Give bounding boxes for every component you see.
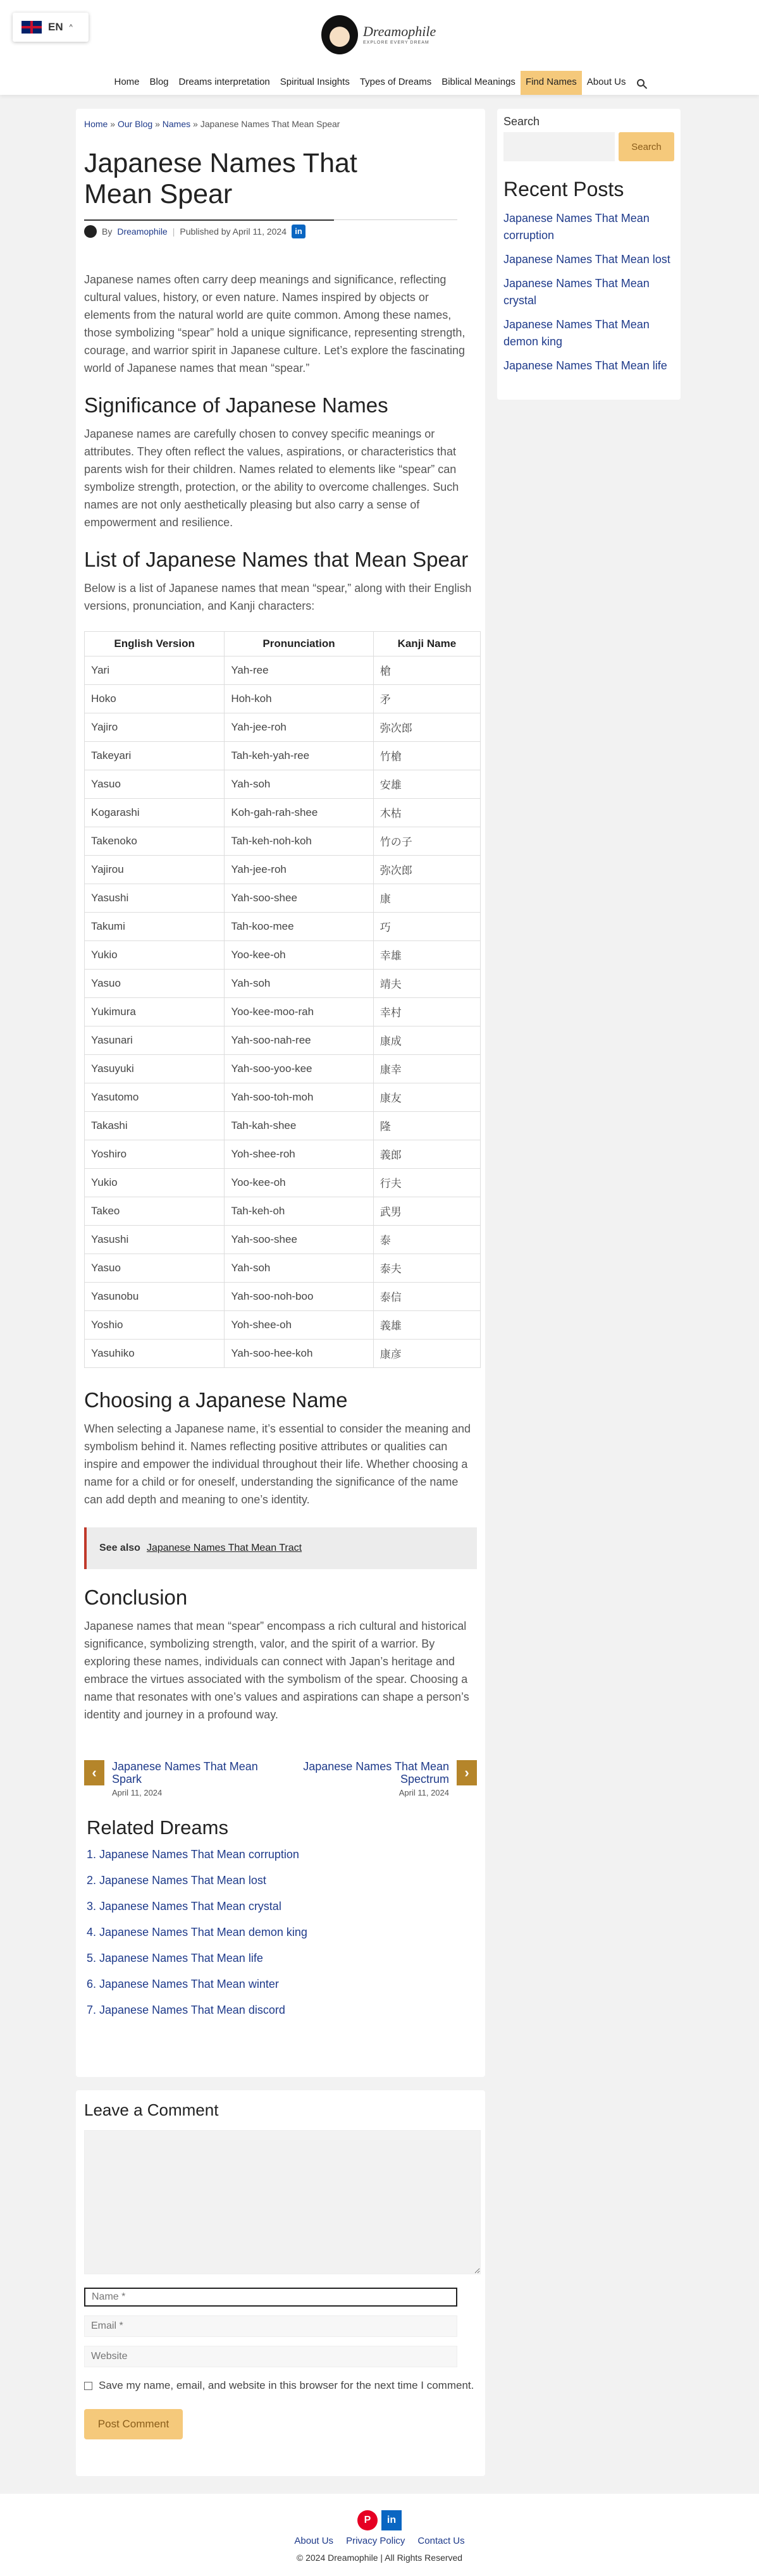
table-cell: Yah-soo-noh-boo: [225, 1282, 373, 1310]
heading-list: List of Japanese Names that Mean Spear: [84, 547, 469, 571]
table-row: [85, 855, 481, 884]
recent-post-link[interactable]: Japanese Names That Mean lost: [503, 253, 670, 266]
table-cell: Yasunari: [85, 1026, 225, 1054]
breadcrumb-current: Japanese Names That Mean Spear: [200, 119, 340, 129]
main-nav: [0, 71, 759, 95]
logo-mark: [321, 15, 358, 54]
language-switcher[interactable]: [13, 13, 89, 42]
nav-find-names[interactable]: Find Names: [521, 71, 582, 95]
chevron-right-icon[interactable]: ›: [457, 1760, 477, 1785]
search-input[interactable]: [503, 132, 615, 161]
pinterest-icon[interactable]: P: [357, 2510, 378, 2530]
table-cell: 竹槍: [373, 741, 480, 770]
article-container: [76, 109, 485, 2077]
table-cell: 義雄: [373, 1310, 480, 1339]
table-cell: Yah-jee-roh: [225, 855, 373, 884]
table-row: [85, 1111, 481, 1140]
table-row: [85, 1310, 481, 1339]
table-cell: Yah-soo-yoo-kee: [225, 1054, 373, 1083]
table-row: [85, 912, 481, 940]
table-cell: 木枯: [373, 798, 480, 827]
table-body: [85, 656, 481, 1367]
table-row: [85, 1140, 481, 1168]
table-cell: 泰: [373, 1225, 480, 1254]
table-cell: Yah-soh: [225, 1254, 373, 1282]
table-header-row: [85, 631, 481, 656]
table-cell: 靖夫: [373, 969, 480, 997]
related-dreams-title: Related Dreams: [87, 1816, 228, 1839]
conclusion-paragraph: Japanese names that mean “spear” encompass a rich cultural and historical significance, symbolizing strength, valor, and the spirit of a warrior. By exploring these names, individuals can connect with Japan’s heritage and embrace the virtues associated with the symbolism of the spear. Choosing a name that resonates with one’s values and aspirations can shape a person’s identity and journey in a profound way.: [84, 1619, 469, 1721]
table-cell: 槍: [373, 656, 480, 684]
table-row: [85, 940, 481, 969]
cookie-consent: [84, 2377, 477, 2394]
table-cell: 康彦: [373, 1339, 480, 1367]
breadcrumb-blog[interactable]: Our Blog: [117, 119, 153, 129]
table-cell: 巧: [373, 912, 480, 940]
breadcrumb-separator: »: [110, 119, 116, 129]
nav-home[interactable]: Home: [114, 77, 140, 87]
related-item[interactable]: 1. Japanese Names That Mean corruption: [87, 1847, 299, 1861]
table-row: [85, 656, 481, 684]
site-footer: [0, 2494, 759, 2576]
logo-name: Dreamophile: [363, 23, 436, 39]
table-cell: 武男: [373, 1197, 480, 1225]
page-title: Japanese Names That Mean Spear: [84, 148, 357, 210]
table-cell: Yah-soo-shee: [225, 1225, 373, 1254]
table-cell: Yasutomo: [85, 1083, 225, 1111]
heading-significance: Significance of Japanese Names: [84, 393, 388, 417]
search-icon: [637, 79, 645, 87]
search-label: Search: [503, 115, 540, 128]
chevron-left-icon[interactable]: ‹: [84, 1760, 104, 1785]
cookie-label: Save my name, email, and website in this browser for the next time I comment.: [99, 2379, 474, 2391]
table-cell: 安雄: [373, 770, 480, 798]
table-cell: Tah-keh-oh: [225, 1197, 373, 1225]
site-header: [0, 0, 759, 95]
table-cell: Yasushi: [85, 884, 225, 912]
table-cell: Yari: [85, 656, 225, 684]
table-cell: Takashi: [85, 1111, 225, 1140]
table-cell: 弥次郎: [373, 855, 480, 884]
table-cell: Yah-soo-nah-ree: [225, 1026, 373, 1054]
table-cell: Kogarashi: [85, 798, 225, 827]
by-label: By: [102, 226, 113, 237]
website-field[interactable]: [84, 2346, 457, 2367]
table-cell: 義郎: [373, 1140, 480, 1168]
comment-form: [76, 2090, 485, 2476]
chevron-up-icon: ^: [69, 23, 73, 31]
related-item[interactable]: 6. Japanese Names That Mean winter: [87, 1977, 279, 1990]
table-row: [85, 798, 481, 827]
meta-divider: |: [172, 226, 175, 237]
avatar: [84, 225, 97, 238]
related-item[interactable]: 3. Japanese Names That Mean crystal: [87, 1899, 281, 1913]
table-row: [85, 1168, 481, 1197]
table-cell: Tah-kah-shee: [225, 1111, 373, 1140]
table-cell: Yah-soh: [225, 969, 373, 997]
table-header: Kanji Name: [373, 631, 480, 656]
nav-blog[interactable]: Blog: [149, 77, 169, 87]
table-cell: Yasushi: [85, 1225, 225, 1254]
linkedin-icon[interactable]: in: [381, 2510, 402, 2530]
table-row: [85, 1083, 481, 1111]
table-cell: Yasuo: [85, 1254, 225, 1282]
table-cell: Yasuo: [85, 969, 225, 997]
footer-about-link[interactable]: About Us: [294, 2536, 334, 2546]
table-row: [85, 741, 481, 770]
table-row: [85, 713, 481, 741]
choosing-paragraph: When selecting a Japanese name, it’s essential to consider the meaning and symbolism behind it. Names reflecting positive attributes or qualities can inspire and empower the individual throughout their life. Whether choosing a name for a child or for oneself, understanding the significance of the name can add depth and meaning to one’s identity.: [84, 1422, 471, 1506]
nav-spiritual-insights[interactable]: Spiritual Insights: [280, 77, 350, 87]
table-cell: Yukimura: [85, 997, 225, 1026]
table-cell: Yasuo: [85, 770, 225, 798]
table-row: [85, 1225, 481, 1254]
breadcrumb-separator: »: [155, 119, 160, 129]
next-post[interactable]: [285, 1760, 477, 1797]
recent-post-link[interactable]: Japanese Names That Mean life: [503, 359, 667, 372]
table-row: [85, 1339, 481, 1367]
nav-about-us[interactable]: About Us: [586, 77, 626, 87]
table-cell: Takenoko: [85, 827, 225, 855]
table-cell: Yukio: [85, 1168, 225, 1197]
nav-dreams-interpretation[interactable]: Dreams interpretation: [178, 77, 270, 87]
prev-post-date: April 11, 2024: [112, 1787, 163, 1797]
table-header: English Version: [85, 631, 225, 656]
copyright: © 2024 Dreamophile | All Rights Reserved: [296, 2553, 463, 2563]
table-cell: Yoo-kee-oh: [225, 1168, 373, 1197]
table-row: [85, 969, 481, 997]
table-cell: 矛: [373, 684, 480, 713]
table-cell: Tah-keh-yah-ree: [225, 741, 373, 770]
recent-post-link[interactable]: Japanese Names That Mean corruption: [503, 212, 650, 242]
table-row: [85, 1197, 481, 1225]
email-field[interactable]: [84, 2315, 457, 2337]
site-logo[interactable]: [321, 13, 438, 57]
table-row: [85, 1026, 481, 1054]
table-cell: 康: [373, 884, 480, 912]
prev-post-title[interactable]: Japanese Names That Mean Spark: [112, 1759, 258, 1785]
logo-tagline: EXPLORE EVERY DREAM: [363, 40, 429, 45]
table-cell: Hoko: [85, 684, 225, 713]
table-cell: Yoshio: [85, 1310, 225, 1339]
nav-types-of-dreams[interactable]: Types of Dreams: [359, 77, 432, 87]
table-cell: Yah-soo-shee: [225, 884, 373, 912]
names-table: [84, 631, 481, 1368]
table-row: [85, 684, 481, 713]
next-post-date: April 11, 2024: [398, 1787, 449, 1797]
see-also-label: See also: [99, 1542, 140, 1553]
table-cell: Hoh-koh: [225, 684, 373, 713]
footer-links: [0, 2536, 759, 2546]
table-cell: Yasunobu: [85, 1282, 225, 1310]
table-cell: 泰夫: [373, 1254, 480, 1282]
table-cell: 竹の子: [373, 827, 480, 855]
table-cell: 康友: [373, 1083, 480, 1111]
significance-paragraph: Japanese names are carefully chosen to convey specific meanings or attributes. They often reflect the values, aspirations, or characteristics that parents wish for their children. Names related to elements like “spear” can symbolize strength, protection, or the ability to overcome challenges. Such names are not only aesthetically pleasing but also carry a sense of empowerment and resilience.: [84, 427, 459, 529]
table-cell: 行夫: [373, 1168, 480, 1197]
table-cell: 幸雄: [373, 940, 480, 969]
breadcrumb-names[interactable]: Names: [162, 119, 191, 129]
title-underline: [84, 219, 334, 221]
post-meta: [84, 219, 457, 238]
uk-flag-icon: [22, 21, 42, 34]
table-cell: Yah-jee-roh: [225, 713, 373, 741]
post-navigation: [84, 1760, 477, 1797]
table-cell: Takumi: [85, 912, 225, 940]
nav-biblical-meanings[interactable]: Biblical Meanings: [441, 77, 515, 87]
table-header: Pronunciation: [225, 631, 373, 656]
table-cell: Yoh-shee-oh: [225, 1310, 373, 1339]
language-code: EN: [48, 21, 63, 33]
table-cell: Tah-keh-noh-koh: [225, 827, 373, 855]
table-cell: Takeyari: [85, 741, 225, 770]
social-links: [0, 2510, 759, 2530]
intro-paragraph: Japanese names often carry deep meanings and significance, reflecting cultural values, history, or even nature. Names inspired by objects or elements from the natural world are quite common. Among these names, those symbolizing “spear” hold a unique significance, representing strength, courage, and warrior spirit in Japanese culture. Let’s explore the fascinating world of Japanese names that mean “spear.”: [84, 273, 466, 374]
sidebar: [497, 109, 681, 400]
comment-title: Leave a Comment: [84, 2100, 219, 2119]
list-paragraph: Below is a list of Japanese names that mean “spear,” along with their English versions, pronunciation, and Kanji characters:: [84, 581, 472, 612]
nav-search-button[interactable]: [631, 71, 650, 95]
table-row: [85, 770, 481, 798]
recent-posts-title: Recent Posts: [503, 178, 624, 200]
heading-choosing: Choosing a Japanese Name: [84, 1388, 348, 1412]
table-cell: Yasuhiko: [85, 1339, 225, 1367]
table-cell: 康幸: [373, 1054, 480, 1083]
footer-contact-link[interactable]: Contact Us: [417, 2536, 465, 2546]
table-cell: Yajirou: [85, 855, 225, 884]
table-cell: Yah-soo-hee-koh: [225, 1339, 373, 1367]
table-cell: Yah-soh: [225, 770, 373, 798]
next-post-title[interactable]: Japanese Names That Mean Spectrum: [303, 1759, 449, 1785]
related-item[interactable]: 4. Japanese Names That Mean demon king: [87, 1925, 307, 1938]
see-also-link[interactable]: Japanese Names That Mean Tract: [146, 1542, 302, 1553]
table-cell: Yoshiro: [85, 1140, 225, 1168]
related-item[interactable]: 5. Japanese Names That Mean life: [87, 1951, 263, 1964]
published-date: Published by April 11, 2024: [180, 226, 287, 237]
search-button[interactable]: Search: [619, 132, 674, 161]
search-row: [503, 132, 674, 161]
table-row: [85, 884, 481, 912]
recent-posts-list: [503, 210, 674, 374]
post-comment-button[interactable]: Post Comment: [84, 2409, 183, 2439]
table-cell: 泰信: [373, 1282, 480, 1310]
table-row: [85, 997, 481, 1026]
recent-post-link[interactable]: Japanese Names That Mean demon king: [503, 318, 650, 348]
table-cell: Yukio: [85, 940, 225, 969]
table-cell: 幸村: [373, 997, 480, 1026]
table-cell: Yajiro: [85, 713, 225, 741]
prev-post[interactable]: [84, 1760, 276, 1797]
table-cell: Yah-soo-toh-moh: [225, 1083, 373, 1111]
table-row: [85, 1254, 481, 1282]
recent-post-link[interactable]: Japanese Names That Mean crystal: [503, 277, 650, 307]
related-dreams-list: [84, 1848, 477, 2030]
related-item[interactable]: 2. Japanese Names That Mean lost: [87, 1873, 266, 1887]
table-cell: Yoo-kee-oh: [225, 940, 373, 969]
heading-conclusion: Conclusion: [84, 1585, 188, 1609]
table-row: [85, 1282, 481, 1310]
table-cell: Tah-koo-mee: [225, 912, 373, 940]
table-cell: Koh-gah-rah-shee: [225, 798, 373, 827]
table-cell: Takeo: [85, 1197, 225, 1225]
name-field[interactable]: [84, 2288, 457, 2307]
table-cell: 弥次郎: [373, 713, 480, 741]
table-cell: Yoh-shee-roh: [225, 1140, 373, 1168]
breadcrumb-home[interactable]: Home: [84, 119, 108, 129]
author-link[interactable]: Dreamophile: [117, 226, 168, 237]
table-cell: Yoo-kee-moo-rah: [225, 997, 373, 1026]
table-cell: Yasuyuki: [85, 1054, 225, 1083]
comment-textarea[interactable]: [84, 2130, 481, 2274]
table-cell: 康成: [373, 1026, 480, 1054]
table-cell: 隆: [373, 1111, 480, 1140]
table-row: [85, 1054, 481, 1083]
table-row: [85, 827, 481, 855]
related-item[interactable]: 7. Japanese Names That Mean discord: [87, 2003, 285, 2016]
table-cell: Yah-ree: [225, 656, 373, 684]
footer-privacy-link[interactable]: Privacy Policy: [346, 2536, 405, 2546]
see-also-box: [84, 1527, 477, 1569]
breadcrumb-separator: »: [193, 119, 198, 129]
cookie-checkbox[interactable]: [84, 2382, 92, 2390]
linkedin-icon[interactable]: in: [292, 225, 305, 238]
breadcrumb: [84, 119, 477, 129]
